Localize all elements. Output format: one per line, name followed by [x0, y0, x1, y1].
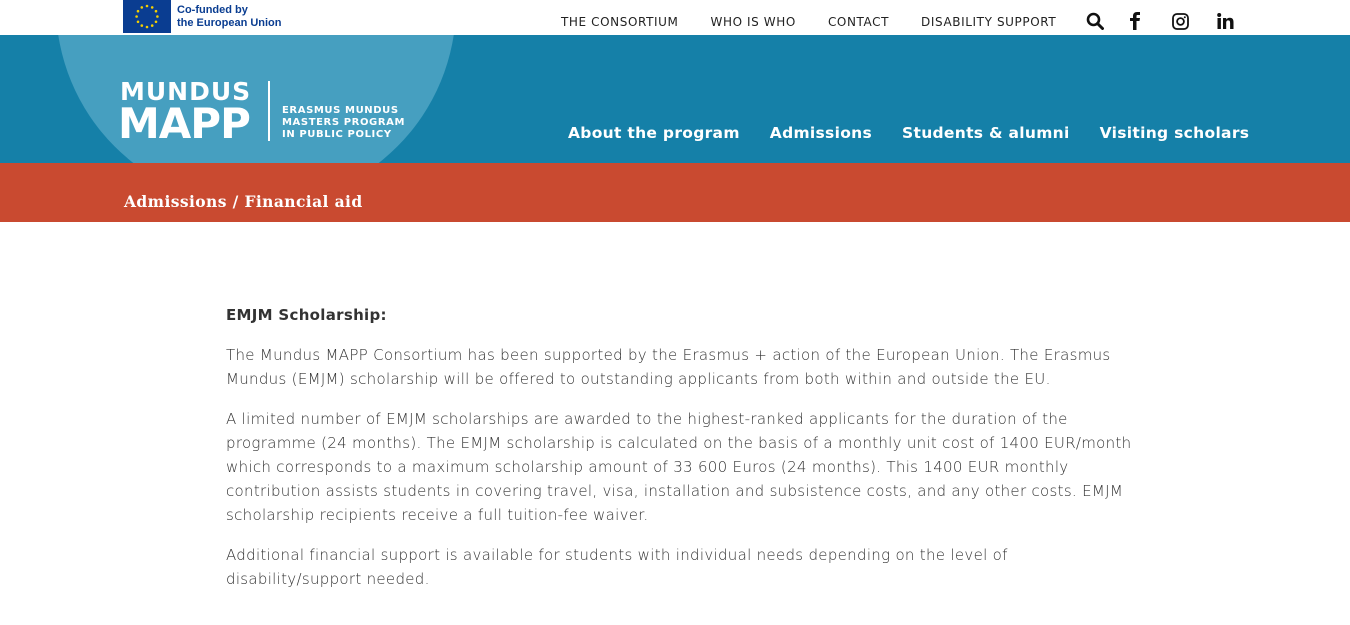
main-nav-students-alumni[interactable]: Students & alumni	[902, 124, 1070, 142]
top-nav	[561, 15, 1056, 29]
search-icon[interactable]	[1084, 10, 1106, 32]
eu-cofunded-logo[interactable]	[123, 0, 282, 33]
top-nav-consortium[interactable]: THE CONSORTIUM	[561, 15, 679, 29]
logo-sub-line2: MASTERS PROGRAM	[282, 117, 406, 128]
breadcrumb	[124, 192, 363, 211]
breadcrumb-admissions[interactable]: Admissions	[124, 192, 227, 211]
main-content	[226, 303, 1136, 607]
site-header	[0, 35, 1350, 163]
instagram-icon[interactable]	[1169, 10, 1191, 32]
paragraph-1: The Mundus MAPP Consortium has been supported by the Erasmus + action of the European Union. The Erasmus Mundus (EMJM) scholarship will be offered to outstanding applicants from both within and outside the EU.	[226, 346, 1111, 388]
logo-sub-line1: ERASMUS MUNDUS	[282, 105, 399, 116]
top-nav-contact[interactable]: CONTACT	[827, 15, 890, 29]
linkedin-icon[interactable]	[1214, 10, 1236, 32]
section-heading: EMJM Scholarship:	[226, 306, 387, 324]
main-nav	[568, 124, 1249, 142]
paragraph-2: A limited number of EMJM scholarships are awarded to the highest-ranked applicants for the duration of the programme (24 months). The EMJM scholarship is calculated on the basis of a monthly unit cost of 1400 EUR/month which corresponds to a maximum scholarship amount of 33 600 Euros (24 months). This 1400 EUR monthly contribution assists students in covering travel, visa, installation and subsistence costs, and any other costs. EMJM scholarship recipients receive a full tuition-fee waiver.	[226, 410, 1132, 524]
breadcrumb-band	[0, 163, 1350, 222]
main-nav-admissions[interactable]: Admissions	[769, 124, 873, 142]
eu-flag-icon	[123, 0, 171, 33]
eu-text-line1: Co-funded by	[177, 3, 248, 16]
logo-sub-line3: IN PUBLIC POLICY	[282, 129, 392, 140]
paragraph-3: Additional financial support is available for students with individual needs depending on the level of disability/support needed.	[226, 546, 1008, 588]
main-nav-about[interactable]: About the program	[568, 124, 740, 142]
breadcrumb-current: Financial aid	[244, 192, 363, 211]
logo-subtitle	[282, 105, 405, 141]
logo-divider	[268, 81, 270, 141]
eu-text-line2: the European Union	[177, 16, 282, 29]
logo-line1: MUNDUS	[120, 77, 252, 106]
facebook-icon[interactable]	[1124, 10, 1146, 32]
top-bar	[0, 0, 1350, 35]
logo-line2: MAPP	[118, 99, 250, 148]
header-decorative-circle	[56, 35, 456, 163]
top-nav-disability-support[interactable]: DISABILITY SUPPORT	[921, 15, 1057, 29]
top-nav-who-is-who[interactable]: WHO IS WHO	[710, 15, 796, 29]
breadcrumb-separator: /	[226, 192, 245, 211]
main-nav-visiting-scholars[interactable]: Visiting scholars	[1099, 124, 1250, 142]
